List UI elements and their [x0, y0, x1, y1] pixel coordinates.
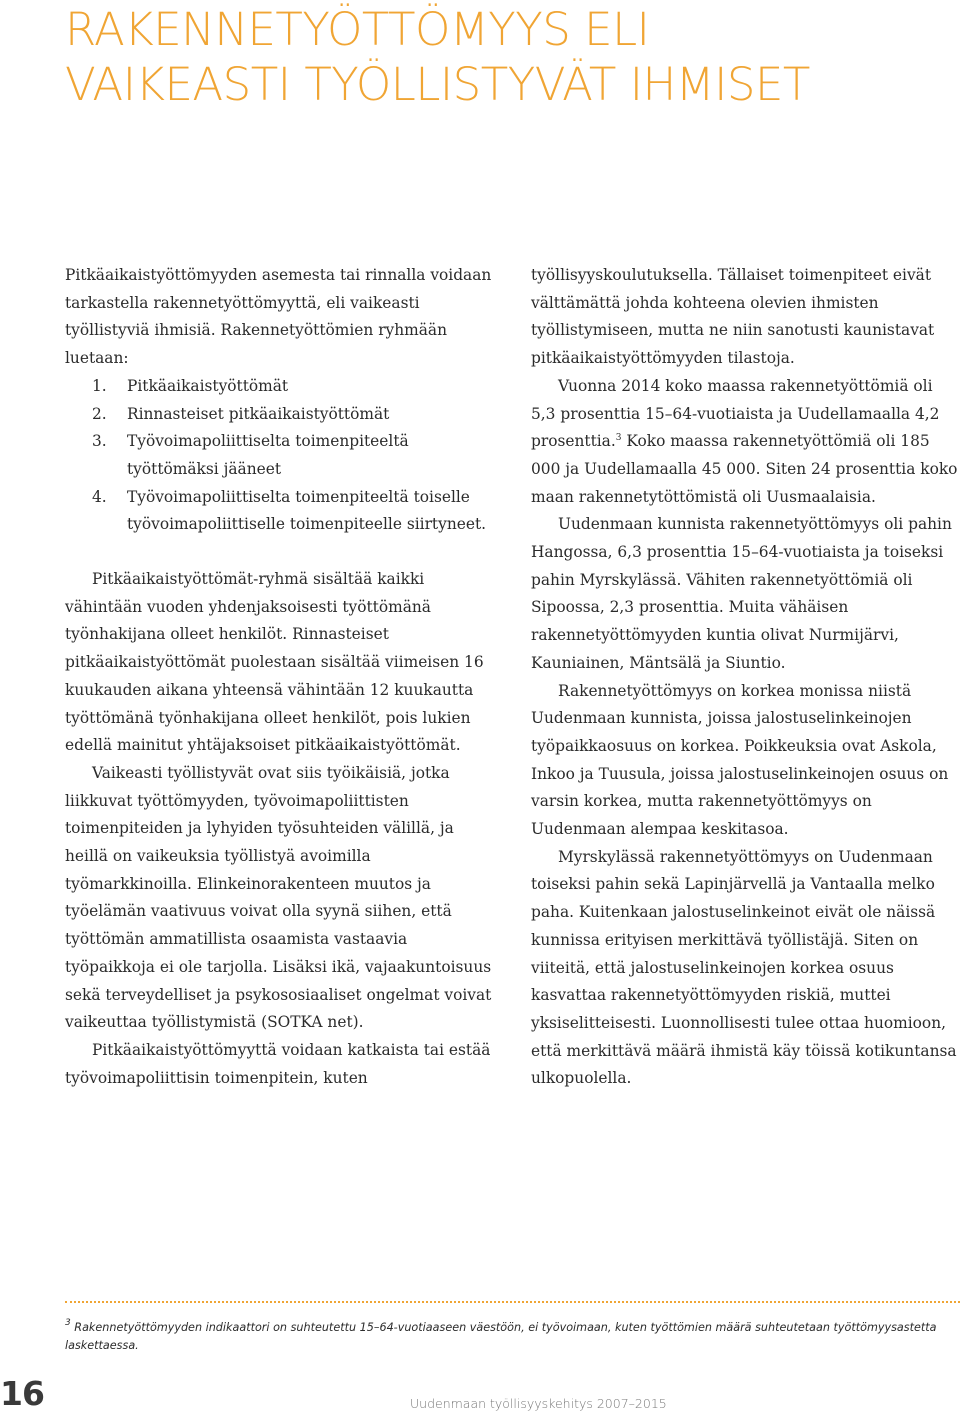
publication-title: Uudenmaan työllisyyskehitys 2007–2015 [410, 1396, 667, 1411]
footnote-marker: 3 [65, 1318, 71, 1328]
page-title-line-1: RAKENNETYÖTTÖMYYS ELI [65, 3, 650, 56]
page-title [65, 2, 945, 112]
list-item-number: 4. [92, 487, 107, 506]
body-paragraph: Pitkäaikaistyöttömyyttä voidaan katkaista tai estää työvoimapoliittisin toimenpitein, kuten [65, 1040, 491, 1087]
right-column [531, 262, 959, 1093]
body-text: Koko maassa rakennetyöttömiä oli 185 000 ja Uudellamaalla 45 000. Siten 24 prosenttia koko maan rakennetytöttömistä oli Uusmaalaisia. [531, 432, 958, 506]
footnote-reference[interactable]: 3 [615, 433, 622, 444]
list-item-number: 3. [92, 432, 107, 451]
footnote-text: Rakennetyöttömyyden indikaattori on suhteutettu 15–64-vuotiaaseen väestöön, ei työvoimaan, kuten työttömien määrä suhteutetaan työttömyysastetta laskettaessa. [65, 1321, 937, 1352]
list-item-text: Pitkäaikaistyöttömät [127, 376, 289, 395]
list-item-text: Rinnasteiset pitkäaikaistyöttömät [127, 404, 390, 423]
list-item-text: Työvoimapoliittiselta toimenpiteeltä toiselle työvoimapoliittiselle toimenpiteelle siirtyneet. [127, 487, 487, 534]
list-item [65, 401, 495, 429]
unemployment-groups-list [65, 373, 495, 539]
list-item-number: 2. [92, 404, 107, 423]
left-column [65, 262, 495, 1092]
list-item-text: Työvoimapoliittiselta toimenpiteeltä työttömäksi jääneet [127, 432, 409, 478]
body-paragraph: työllisyyskoulutuksella. Tällaiset toimenpiteet eivät välttämättä johda kohteena olevien ihmisten työllistymiseen, mutta ne niin sanotusti kaunistavat pitkäaikaistyöttömyyden tilastoja. [531, 266, 935, 368]
body-paragraph: Myrskylässä rakennetyöttömyys on Uudenmaan toiseksi pahin sekä Lapinjärvellä ja Vantaalla melko paha. Kuitenkaan jalostuselinkeinot eivät ole näissä kunnissa erityisen merkittävä työllistäjä. Siten on viiteitä, että jalostuselinkeinojen korkea osuus kasvattaa rakennetyöttömyyden riskiä, muttei yksiselitteisesti. Luonnollisesti tulee ottaa huomioon, että merkittävä määrä ihmistä käy töissä kotikuntansa ulkopuolella. [531, 847, 957, 1088]
body-text: Vuonna 2014 koko maassa rakennetyöttömiä oli 5,3 prosenttia 15–64-vuotiaista ja Uudellamaalla 4,2 prosenttia. [531, 376, 940, 451]
list-item [65, 373, 495, 401]
list-item-number: 1. [92, 376, 107, 395]
body-paragraph: Uudenmaan kunnista rakennetyöttömyys oli pahin Hangossa, 6,3 prosenttia 15–64-vuotiaista ja toiseksi pahin Myrskylässä. Vähiten rakennetyöttömiä oli Sipoossa, 2,3 prosenttia. Muita vähäisen rakennetyöttömyyden kuntia olivat Nurmijärvi, Kauniainen, Mäntsälä ja Siuntio. [531, 515, 952, 672]
body-paragraph: Vaikeasti työllistyvät ovat siis työikäisiä, jotka liikkuvat työttömyyden, työvoimapoliittisten toimenpiteiden ja lyhyiden työsuhteiden välillä, ja heillä on vaikeuksia työllistyä avoimilla työmarkkinoilla. Elinkeinorakenteen muutos ja työelämän vaativuus voivat olla syynä siihen, että työttömän ammatillista osaamista vastaavia työpaikkoja ei ole tarjolla. Lisäksi ikä, vajaakuntoisuus sekä terveydelliset ja psykososiaaliset ongelmat voivat vaikeuttaa työllistymistä (SOTKA net). [65, 763, 492, 1032]
list-item [65, 428, 495, 483]
body-paragraph [531, 373, 959, 512]
footnote-divider [65, 1301, 960, 1303]
page-title-line-2: VAIKEASTI TYÖLLISTYVÄT IHMISET [65, 58, 810, 111]
page-number: 16 [0, 1374, 44, 1413]
list-item [65, 484, 495, 539]
body-paragraph: Pitkäaikaistyöttömät-ryhmä sisältää kaikki vähintään vuoden yhdenjaksoisesti työttömänä työnhakijana olleet henkilöt. Rinnasteiset pitkäaikaistyöttömät puolestaan sisältää viimeisen 16 kuukauden aikana yhteensä vähintään 12 kuukautta työttömänä työnhakijana olleet henkilöt, pois lukien edellä mainitut yhtäjaksoiset pitkäaikaistyöttömät. [65, 570, 484, 755]
body-paragraph: Rakennetyöttömyys on korkea monissa niistä Uudenmaan kunnista, joissa jalostuselinkeinojen työpaikkaosuus on korkea. Poikkeuksia ovat Askola, Inkoo ja Tuusula, joissa jalostuselinkeinojen osuus on varsin korkea, mutta rakennetyöttömyys on Uudenmaan alempaa keskitasoa. [531, 681, 949, 839]
intro-paragraph: Pitkäaikaistyöttömyyden asemesta tai rinnalla voidaan tarkastella rakennetyöttömyyttä, eli vaikeasti työllistyviä ihmisiä. Rakennetyöttömien ryhmään luetaan: [65, 266, 492, 368]
footnote [65, 1319, 945, 1355]
